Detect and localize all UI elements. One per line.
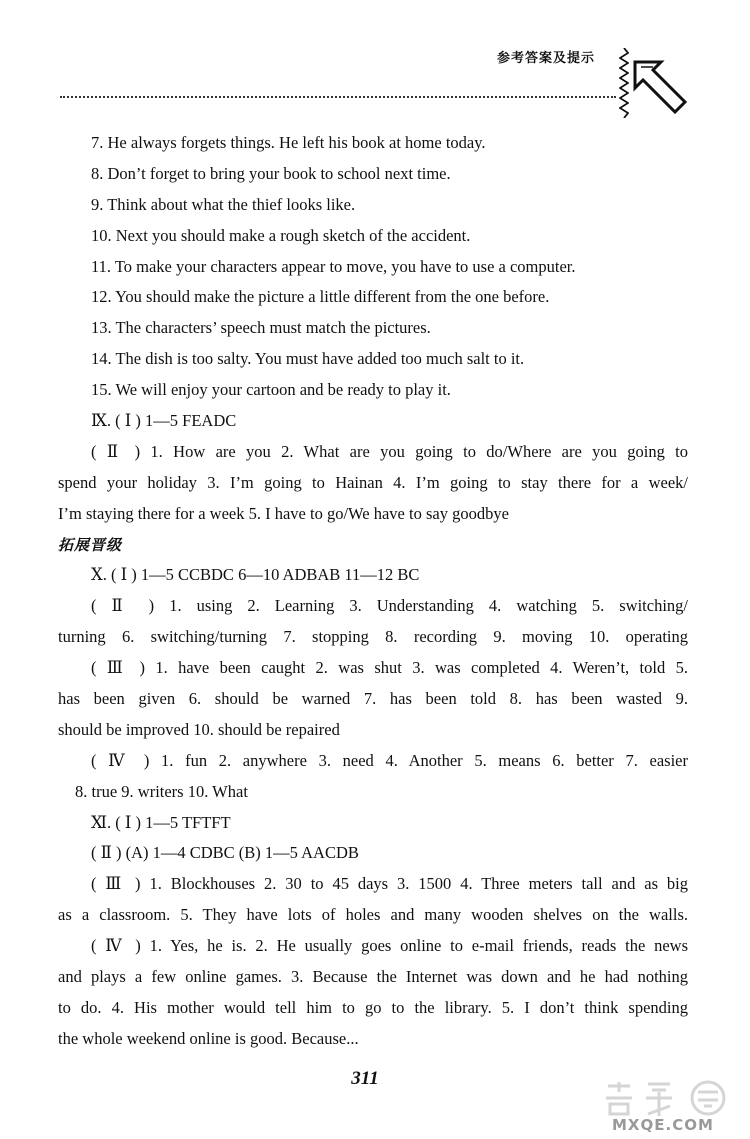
text-line: 13. The characters’ speech must match the pictures.	[91, 318, 431, 338]
header-label: 参考答案及提示	[497, 51, 596, 66]
text-line: Ⅹ. ( Ⅰ ) 1—5 CCBDC 6—10 ADBAB 11—12 BC	[91, 565, 420, 585]
watermark-logo	[600, 1078, 740, 1118]
text-line: has been given 6. should be warned 7. has been told 8. has been wasted 9.	[58, 689, 688, 709]
text-line: 15. We will enjoy your cartoon and be ready to play it.	[91, 380, 451, 400]
text-line: ( Ⅲ ) 1. have been caught 2. was shut 3. was completed 4. Weren’t, told 5.	[91, 658, 688, 678]
text-line: ( Ⅱ ) 1. How are you 2. What are you going to do/Where are you going to	[91, 441, 688, 461]
text-line: 10. Next you should make a rough sketch of the accident.	[91, 225, 471, 245]
text-line: ( Ⅱ ) (A) 1—4 CDBC (B) 1—5 AACDB	[91, 843, 359, 863]
answer-text	[58, 128, 688, 1055]
text-line: ( Ⅳ ) 1. Yes, he is. 2. He usually goes online to e-mail friends, reads the news	[91, 936, 688, 956]
text-line: I’m staying there for a week 5. I have to go/We have to say goodbye	[58, 503, 509, 523]
arrow-icon	[631, 58, 689, 116]
zigzag-border-decoration	[619, 48, 629, 118]
text-line: as a classroom. 5. They have lots of holes and many wooden shelves on the walls.	[58, 905, 688, 925]
text-line: ( Ⅱ ) 1. using 2. Learning 3. Understanding 4. watching 5. switching/	[91, 596, 688, 616]
text-line: 8. Don’t forget to bring your book to school next time.	[91, 163, 451, 183]
text-line: Ⅸ. ( Ⅰ ) 1—5 FEADC	[91, 411, 237, 431]
text-line: 7. He always forgets things. He left his book at home today.	[91, 133, 486, 152]
text-line: 12. You should make the picture a little different from the one before.	[91, 287, 550, 307]
text-line: Ⅺ. ( Ⅰ ) 1—5 TFTFT	[91, 812, 231, 832]
text-line: 14. The dish is too salty. You must have added too much salt to it.	[91, 349, 525, 369]
text-line: spend your holiday 3. I’m going to Hainan 4. I’m going to stay there for a week/	[58, 472, 688, 492]
text-line: ( Ⅳ ) 1. fun 2. anywhere 3. need 4. Another 5. means 6. better 7. easier	[91, 750, 688, 770]
text-line: turning 6. switching/turning 7. stopping 8. recording 9. moving 10. operating	[58, 627, 688, 647]
text-line: and plays a few online games. 3. Because the Internet was down and he had nothing	[58, 967, 688, 987]
header-divider	[60, 96, 616, 98]
page-number: 311	[351, 1068, 379, 1089]
text-line: 8. true 9. writers 10. What	[75, 781, 248, 801]
text-line: should be improved 10. should be repaired	[58, 719, 340, 739]
text-line: ( Ⅲ ) 1. Blockhouses 2. 30 to 45 days 3. 1500 4. Three meters tall and as big	[91, 874, 688, 894]
watermark-text: MXQE.COM	[612, 1116, 714, 1134]
text-line: the whole weekend online is good. Because...	[58, 1028, 359, 1048]
text-line: 11. To make your characters appear to move, you have to use a computer.	[91, 256, 576, 276]
text-line: to do. 4. His mother would tell him to go to the library. 5. I don’t think spending	[58, 997, 688, 1017]
text-line: 9. Think about what the thief looks like.	[91, 194, 356, 214]
section-heading: 拓展晋级	[58, 535, 123, 554]
